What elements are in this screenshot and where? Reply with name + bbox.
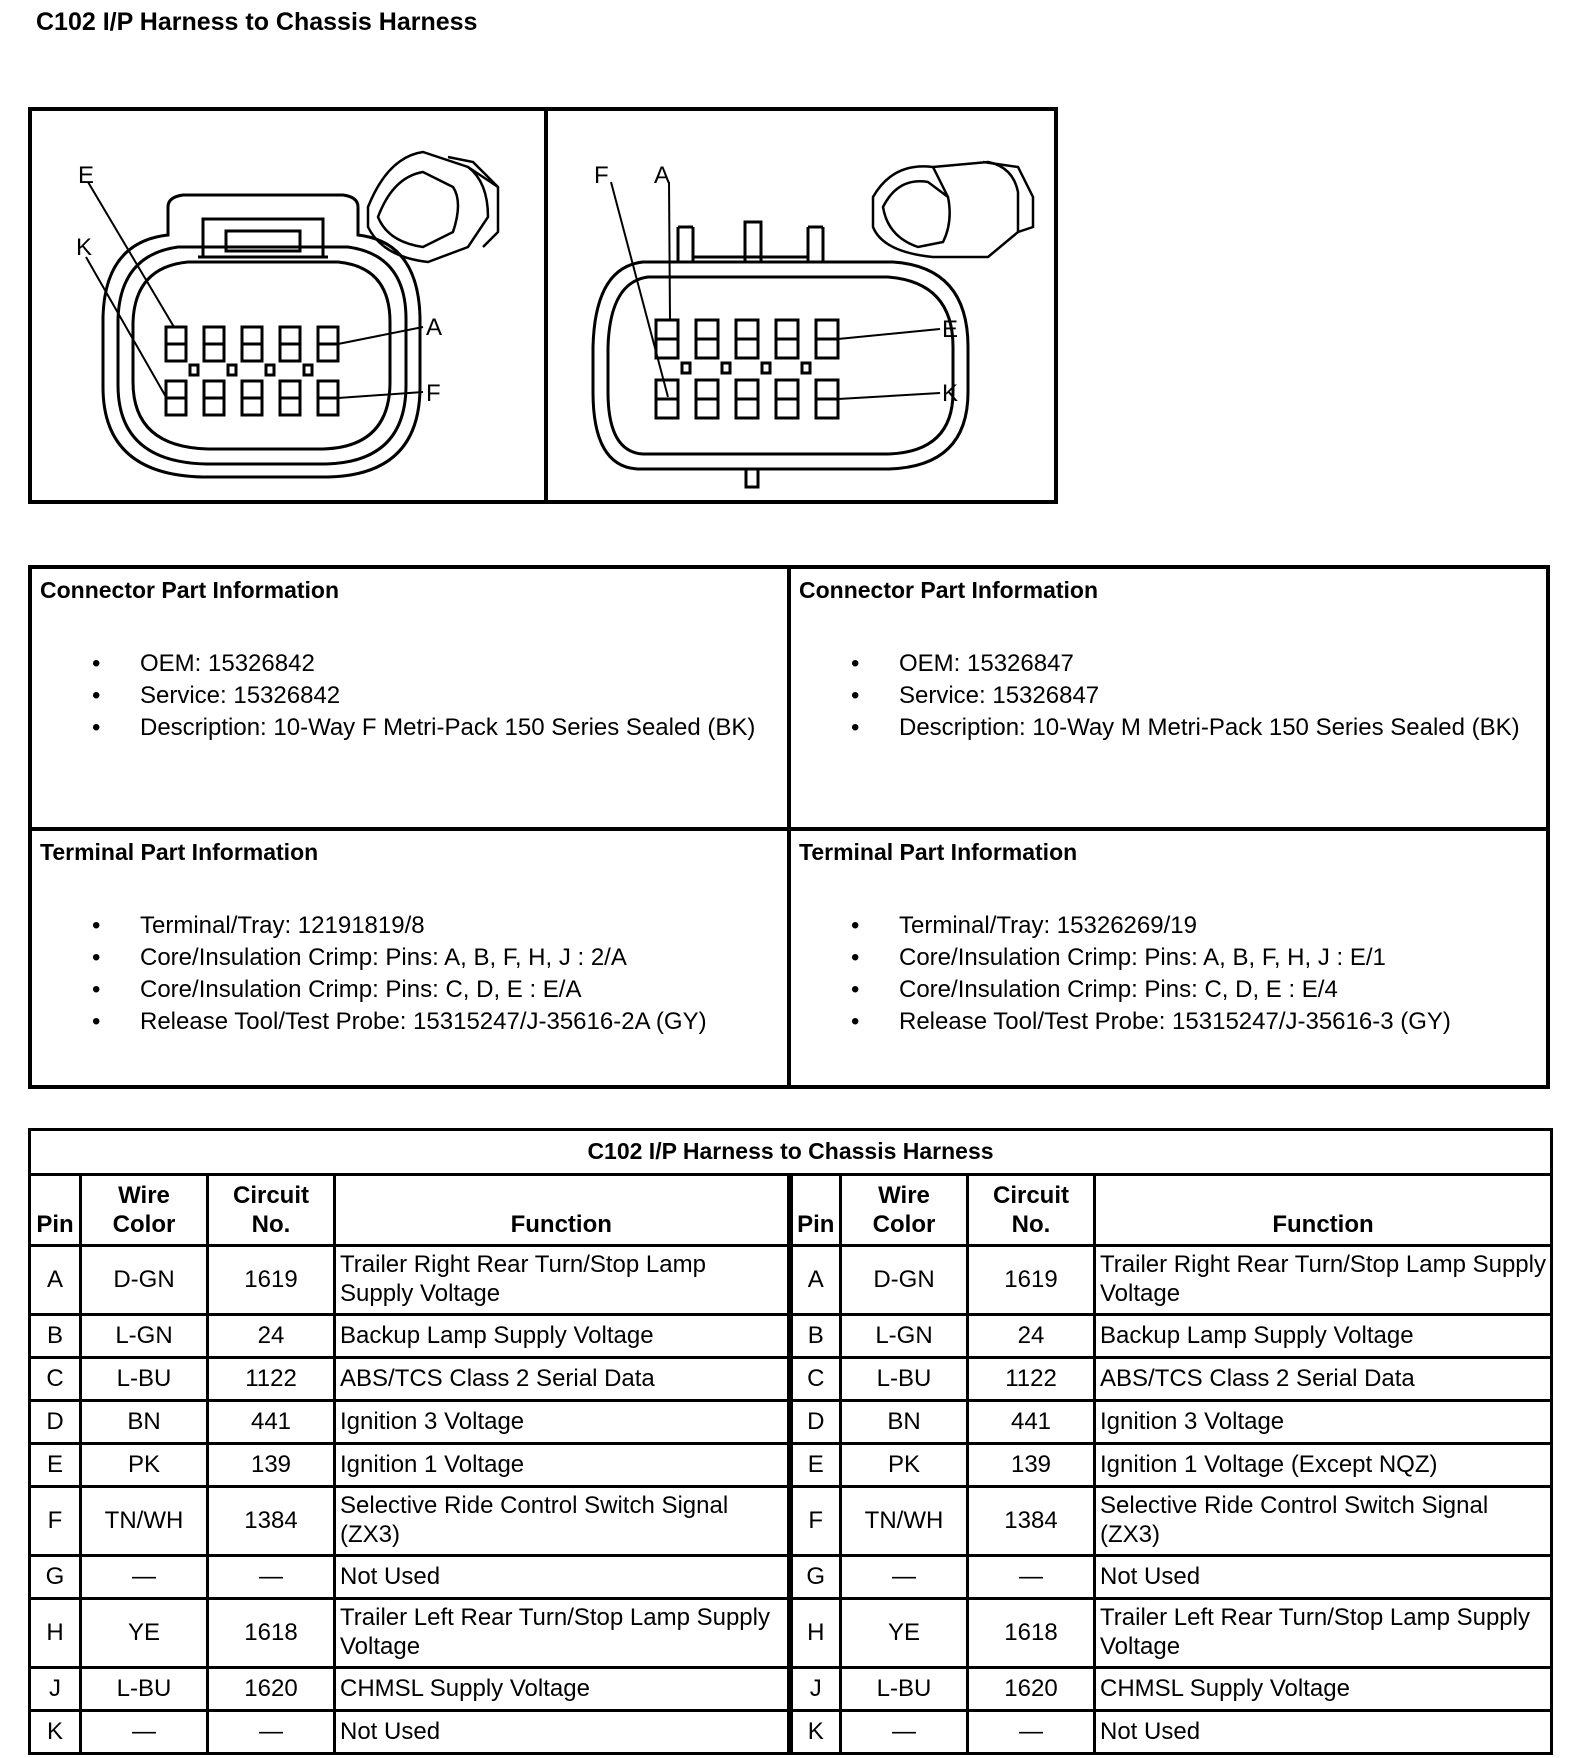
list-item: • OEM: 15326847 (799, 648, 1540, 680)
label-e: E (78, 162, 95, 189)
table-row (30, 1401, 1552, 1444)
cell-wire: BN (841, 1401, 968, 1444)
cell-circuit: — (968, 1711, 1095, 1754)
cell-pin: C (790, 1358, 841, 1401)
cell-function: Selective Ride Control Switch Signal (ZX3) (335, 1487, 790, 1556)
cell-pin: E (30, 1444, 81, 1487)
cell-pin: B (790, 1315, 841, 1358)
table-title: C102 I/P Harness to Chassis Harness (30, 1130, 1552, 1175)
cell-wire: L-BU (841, 1358, 968, 1401)
header-circuit: Circuit No. (208, 1175, 335, 1246)
page-title: C102 I/P Harness to Chassis Harness (36, 8, 478, 36)
cell-pin: D (790, 1401, 841, 1444)
cell-circuit: 1620 (208, 1668, 335, 1711)
cell-circuit: 1618 (208, 1599, 335, 1668)
cell-circuit: 1619 (208, 1246, 335, 1315)
cell-wire: L-BU (81, 1358, 208, 1401)
cell-function: CHMSL Supply Voltage (335, 1668, 790, 1711)
cell-circuit: 1122 (968, 1358, 1095, 1401)
cell-pin: G (30, 1556, 81, 1599)
cell-pin: A (790, 1246, 841, 1315)
list-item: • Description: 10-Way F Metri-Pack 150 Series Sealed (BK) (40, 712, 781, 744)
cell-circuit: 441 (968, 1401, 1095, 1444)
terminal-info-heading: Terminal Part Information (799, 839, 1078, 865)
cell-circuit: 1122 (208, 1358, 335, 1401)
male-connector-face (593, 162, 1033, 487)
cell-pin: K (790, 1711, 841, 1754)
cell-pin: G (790, 1556, 841, 1599)
cell-pin: C (30, 1358, 81, 1401)
cell-function: Not Used (335, 1711, 790, 1754)
table-row (30, 1315, 1552, 1358)
cell-wire: PK (841, 1444, 968, 1487)
cell-function: Trailer Right Rear Turn/Stop Lamp Supply Voltage (335, 1246, 790, 1315)
cell-function: Not Used (1095, 1711, 1552, 1754)
cell-function: Ignition 3 Voltage (335, 1401, 790, 1444)
table-row (30, 1487, 1552, 1556)
cell-circuit: 139 (968, 1444, 1095, 1487)
cell-pin: J (30, 1668, 81, 1711)
cell-function: Not Used (335, 1556, 790, 1599)
list-item: • OEM: 15326842 (40, 648, 781, 680)
cell-function: Backup Lamp Supply Voltage (1095, 1315, 1552, 1358)
cell-circuit: — (208, 1556, 335, 1599)
list-item: • Terminal/Tray: 15326269/19 (799, 910, 1540, 942)
header-function: Function (1095, 1175, 1552, 1246)
cell-pin: J (790, 1668, 841, 1711)
cell-wire: L-GN (841, 1315, 968, 1358)
cell-wire: TN/WH (841, 1487, 968, 1556)
terminal-info-left (30, 829, 789, 1087)
connector-info-right (789, 567, 1548, 829)
cell-function: Trailer Left Rear Turn/Stop Lamp Supply Voltage (335, 1599, 790, 1668)
cell-wire: PK (81, 1444, 208, 1487)
connector-info-heading: Connector Part Information (799, 577, 1099, 603)
pinout-table (28, 1128, 1553, 1755)
cell-function: ABS/TCS Class 2 Serial Data (1095, 1358, 1552, 1401)
list-item: • Service: 15326842 (40, 680, 781, 712)
header-circuit: Circuit No. (968, 1175, 1095, 1246)
list-item: • Service: 15326847 (799, 680, 1540, 712)
cell-wire: D-GN (81, 1246, 208, 1315)
cell-wire: TN/WH (81, 1487, 208, 1556)
cell-pin: D (30, 1401, 81, 1444)
table-row (30, 1556, 1552, 1599)
cell-function: ABS/TCS Class 2 Serial Data (335, 1358, 790, 1401)
list-item: • Description: 10-Way M Metri-Pack 150 Series Sealed (BK) (799, 712, 1540, 744)
label-k: K (942, 380, 959, 407)
part-info-table (28, 565, 1550, 1089)
cell-function: Backup Lamp Supply Voltage (335, 1315, 790, 1358)
list-item: • Core/Insulation Crimp: Pins: A, B, F, H, J : E/1 (799, 942, 1540, 974)
cell-function: Not Used (1095, 1556, 1552, 1599)
label-a: A (654, 162, 671, 189)
list-item: • Core/Insulation Crimp: Pins: A, B, F, H, J : 2/A (40, 942, 781, 974)
cell-wire: BN (81, 1401, 208, 1444)
connector-info-heading: Connector Part Information (40, 577, 340, 603)
cell-wire: L-BU (841, 1668, 968, 1711)
table-row (30, 1444, 1552, 1487)
cell-wire: — (81, 1711, 208, 1754)
header-pin: Pin (30, 1175, 81, 1246)
label-a: A (426, 314, 443, 341)
list-item: • Release Tool/Test Probe: 15315247/J-35616-3 (GY) (799, 1006, 1540, 1038)
cell-wire: YE (841, 1599, 968, 1668)
cell-function: Ignition 1 Voltage (Except NQZ) (1095, 1444, 1552, 1487)
cell-circuit: 1384 (968, 1487, 1095, 1556)
table-row (30, 1668, 1552, 1711)
cell-pin: A (30, 1246, 81, 1315)
label-e: E (942, 316, 959, 343)
cell-wire: L-GN (81, 1315, 208, 1358)
cell-pin: F (30, 1487, 81, 1556)
cell-circuit: 24 (968, 1315, 1095, 1358)
list-item: • Release Tool/Test Probe: 15315247/J-35616-2A (GY) (40, 1006, 781, 1038)
cell-circuit: 441 (208, 1401, 335, 1444)
cell-function: Ignition 3 Voltage (1095, 1401, 1552, 1444)
header-wire-color: Wire Color (841, 1175, 968, 1246)
cell-wire: D-GN (841, 1246, 968, 1315)
cell-pin: B (30, 1315, 81, 1358)
connector-diagrams (28, 107, 1058, 504)
list-item: • Core/Insulation Crimp: Pins: C, D, E : E/4 (799, 974, 1540, 1006)
cell-function: CHMSL Supply Voltage (1095, 1668, 1552, 1711)
cell-wire: — (841, 1711, 968, 1754)
label-f: F (426, 380, 441, 407)
header-wire-color: Wire Color (81, 1175, 208, 1246)
table-row (30, 1599, 1552, 1668)
label-f: F (594, 162, 609, 189)
cell-circuit: 24 (208, 1315, 335, 1358)
header-function: Function (335, 1175, 790, 1246)
connector-info-left (30, 567, 789, 829)
cell-circuit: 139 (208, 1444, 335, 1487)
pinout-rows (30, 1246, 1552, 1754)
cell-pin: E (790, 1444, 841, 1487)
list-item: • Core/Insulation Crimp: Pins: C, D, E : E/A (40, 974, 781, 1006)
table-row (30, 1246, 1552, 1315)
terminal-info-right (789, 829, 1548, 1087)
label-k: K (76, 234, 93, 261)
list-item: • Terminal/Tray: 12191819/8 (40, 910, 781, 942)
cell-pin: K (30, 1711, 81, 1754)
cell-function: Selective Ride Control Switch Signal (ZX3) (1095, 1487, 1552, 1556)
cell-function: Trailer Right Rear Turn/Stop Lamp Supply Voltage (1095, 1246, 1552, 1315)
cell-function: Trailer Left Rear Turn/Stop Lamp Supply Voltage (1095, 1599, 1552, 1668)
cell-wire: — (841, 1556, 968, 1599)
header-pin: Pin (790, 1175, 841, 1246)
cell-pin: H (790, 1599, 841, 1668)
cell-pin: F (790, 1487, 841, 1556)
cell-pin: H (30, 1599, 81, 1668)
cell-circuit: — (968, 1556, 1095, 1599)
cell-circuit: 1384 (208, 1487, 335, 1556)
cell-circuit: 1618 (968, 1599, 1095, 1668)
cell-wire: — (81, 1556, 208, 1599)
cell-function: Ignition 1 Voltage (335, 1444, 790, 1487)
cell-wire: L-BU (81, 1668, 208, 1711)
cell-wire: YE (81, 1599, 208, 1668)
table-row (30, 1711, 1552, 1754)
terminal-info-heading: Terminal Part Information (40, 839, 319, 865)
table-row (30, 1358, 1552, 1401)
cell-circuit: — (208, 1711, 335, 1754)
cell-circuit: 1620 (968, 1668, 1095, 1711)
male-pin-labels (594, 162, 958, 407)
cell-circuit: 1619 (968, 1246, 1095, 1315)
